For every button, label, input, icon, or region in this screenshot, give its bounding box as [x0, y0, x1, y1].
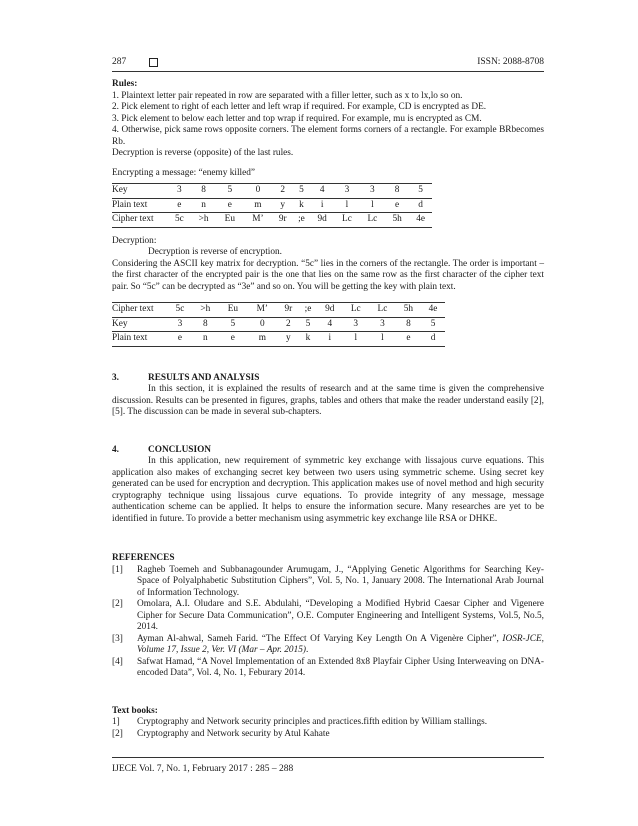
table-cell: 2	[273, 184, 293, 199]
table-cell: 5	[305, 318, 311, 329]
decryption-heading: Decryption:	[112, 235, 157, 246]
table-cell: ;e	[293, 213, 310, 228]
table-cell: 8	[191, 184, 217, 199]
table-cell: 3	[360, 184, 385, 199]
table-cell: 5	[293, 184, 310, 199]
table-cell: ;e	[299, 303, 317, 318]
rule-item: 1. Plaintext letter pair repeated in row are separated with a filler letter, such as x to lx,lo so on.	[112, 90, 463, 101]
table-cell: 2	[286, 318, 291, 329]
section-title: RESULTS AND ANALYSIS	[148, 372, 260, 383]
reference-number: [2]	[112, 599, 123, 609]
table-cell: 9d	[310, 213, 334, 228]
row-label: Plain text	[112, 199, 148, 210]
header-rule	[112, 71, 544, 72]
table-cell: l	[371, 199, 374, 210]
table-row	[112, 213, 432, 228]
table-cell: y	[280, 199, 286, 210]
footer-rule	[112, 757, 544, 758]
table-row	[112, 332, 445, 347]
table-cell: n	[192, 332, 219, 347]
page-body	[112, 79, 544, 740]
table-cell: 4	[310, 184, 334, 199]
decryption-paragraph: Considering the ASCII key matrix for decryption. “5c” lies in the corners of the rectangle. The order is important – the first character of the encrypted pair is the one that lies on the same row as the first character of the cipher text pair. So “5c” can be decrypted as “3e” and so on. You will be getting the key with plain text.	[112, 258, 544, 292]
section-number: 3.	[112, 372, 119, 383]
table-cell: Lc	[369, 303, 396, 318]
reference-item	[112, 599, 544, 634]
table-cell: d	[418, 199, 423, 210]
rule-item: 3. Pick element to below each letter and top wrap if required. For example, mu is encrypted as CM.	[112, 113, 482, 124]
table-cell: 5	[409, 184, 432, 199]
table-cell: >h	[192, 303, 219, 318]
table-cell: 9r	[278, 303, 299, 318]
table-cell: 8	[406, 318, 411, 329]
reference-number: [1]	[112, 564, 123, 575]
table-row	[112, 303, 445, 318]
table-cell: 5c	[168, 213, 191, 228]
table-cell: 3	[353, 318, 359, 329]
table-cell: 4e	[421, 303, 445, 318]
table-cell: 5c	[168, 303, 192, 318]
encrypting-caption: Encrypting a message: “enemy killed”	[112, 167, 256, 178]
table-cell: i	[320, 199, 324, 210]
table-cell: 0	[243, 184, 272, 199]
encryption-table	[112, 183, 432, 228]
table-cell: Eu	[219, 303, 247, 318]
table-cell: Lc	[342, 303, 369, 318]
reference-item	[112, 657, 544, 680]
reference-item	[112, 634, 544, 657]
table-cell: 9d	[317, 303, 342, 318]
table-cell: e	[219, 332, 247, 347]
reference-venue: IOSR-JCE, Volume 17, Issue 2, Ver. VI (Mar – Apr. 2015)	[137, 633, 544, 655]
table-cell: 5h	[385, 213, 409, 228]
table-cell: i	[317, 332, 342, 347]
decryption-line: Decryption is reverse of encryption.	[148, 247, 282, 257]
reference-text: Ayman Al-ahwal, Sameh Farid. “The Effect Of Varying Key Length On A Vigenère Cipher”,	[137, 633, 503, 644]
table-cell: 5h	[396, 303, 421, 318]
checkbox-square-icon	[149, 58, 158, 67]
reference-text: Ragheb Toemeh and Subbanagounder Arumugam, J., “Applying Genetic Algorithms for Searching Key-Space of Polyalphabetic Substitution Ciphers”, Vol. 5, No. 1, January 2008. The International Arab Journal of Information Technology.	[137, 564, 544, 598]
section-heading	[112, 445, 544, 457]
table-cell: Lc	[334, 213, 359, 228]
table-cell: l	[345, 199, 349, 210]
issn-label: ISSN: 2088-8708	[477, 57, 544, 67]
textbook-item	[112, 717, 544, 729]
row-label: Plain text	[112, 332, 168, 347]
table-cell: e	[396, 332, 421, 347]
table-cell: 3	[380, 318, 385, 329]
textbook-number: 1]	[112, 717, 120, 727]
rule-item: Decryption is reverse (opposite) of the last rules.	[112, 148, 294, 158]
row-label: Cipher text	[112, 213, 168, 228]
table-cell: l	[369, 332, 396, 347]
section-number: 4.	[112, 444, 119, 455]
table-cell: 4	[327, 318, 333, 329]
table-row	[112, 317, 445, 332]
reference-text-end: .	[305, 645, 309, 655]
table-cell: 4e	[409, 213, 432, 228]
references-heading: REFERENCES	[112, 553, 175, 563]
textbook-item	[112, 729, 544, 741]
page-number: 287	[112, 57, 127, 67]
table-cell: e	[168, 332, 192, 347]
textbook-text: Cryptography and Network security principles and practices.fifth edition by William stallings.	[137, 717, 488, 727]
footer-citation: IJECE Vol. 7, No. 1, February 2017 : 285 – 288	[112, 764, 294, 774]
table-cell: d	[421, 332, 445, 347]
table-cell: 3	[177, 318, 183, 329]
section-heading	[112, 373, 544, 385]
table-row	[112, 198, 432, 213]
reference-text: Omolara, A.I. Oludare and S.E. Abdulahi, “Developing a Modified Hybrid Caesar Cipher and Vigenere Cipher for Secure Data Communication”, O.E. Computer Engineering and Intelligent Systems, Vol.5, No.5, 2014.	[137, 599, 544, 632]
table-cell: 0	[260, 318, 265, 329]
table-cell: n	[201, 199, 206, 210]
section-title: CONCLUSION	[148, 444, 212, 455]
row-label: Key	[112, 318, 128, 329]
row-label: Key	[112, 184, 168, 199]
table-cell: m	[247, 332, 278, 347]
textbook-text: Cryptography and Network security by Atul Kahate	[137, 728, 330, 739]
table-cell: 3	[168, 184, 191, 199]
table-cell: 9r	[273, 213, 293, 228]
table-cell: >h	[191, 213, 217, 228]
page-header	[112, 57, 544, 71]
table-row	[112, 184, 432, 199]
table-cell: 5	[216, 184, 243, 199]
table-cell: 8	[203, 318, 208, 329]
table-cell: 5	[230, 318, 236, 329]
table-cell: M’	[243, 213, 272, 228]
table-cell: e	[227, 199, 232, 210]
table-cell: 8	[385, 184, 409, 199]
table-cell: e	[177, 199, 182, 210]
table-cell: Lc	[360, 213, 385, 228]
table-cell: k	[299, 332, 317, 347]
table-cell: l	[342, 332, 369, 347]
reference-text: Safwat Hamad, “A Novel Implementation of an Extended 8x8 Playfair Cipher Using Interweaving on DNA-encoded Data”, Vol. 4, No. 1, Feburary 2014.	[137, 656, 544, 678]
textbook-number: [2]	[112, 728, 123, 739]
table-cell: e	[395, 199, 400, 210]
section-paragraph: In this section, it is explained the results of research and at the same time is given the comprehensive discussion. Results can be presented in figures, graphs, tables and others that make the reader understand easily [2], [5]. The discussion can be made in several sub-chapters.	[112, 384, 544, 417]
textbooks-heading: Text books:	[112, 705, 158, 716]
table-cell: m	[254, 199, 262, 210]
table-cell: k	[299, 199, 304, 210]
rules-heading: Rules:	[112, 79, 138, 89]
table-cell: y	[278, 332, 299, 347]
table-cell: 3	[334, 184, 359, 199]
reference-number: [3]	[112, 633, 123, 644]
table-cell: 5	[430, 318, 436, 329]
rule-item: 4. Otherwise, pick same rows opposite corners. The element forms corners of a rectangle. For example BRbecomes Rb.	[112, 125, 544, 147]
reference-number: [4]	[112, 656, 123, 667]
table-cell: Eu	[216, 213, 243, 228]
table-cell: M’	[247, 303, 278, 318]
rule-item: 2. Pick element to right of each letter and left wrap if required. For example, CD is encrypted as DE.	[112, 102, 487, 112]
row-label: Cipher text	[112, 303, 168, 318]
section-paragraph: In this application, new requirement of symmetric key exchange with lissajous curve equations. This application also makes of exchanging secret key between two users using symmetric scheme. Using secret key generated can be used for encryption and decryption. This application makes use of novel method and high security cryptography technique using lissajous curve equations. To provide integrity of any message, message authentication scheme can be applied. It helps to ensure the information secure. Many researches are yet to be identified in future. To provide a better mechanism using asymmetric key exchange lile RSA or DHKE.	[112, 456, 544, 524]
decryption-table	[112, 302, 445, 347]
reference-item	[112, 565, 544, 600]
